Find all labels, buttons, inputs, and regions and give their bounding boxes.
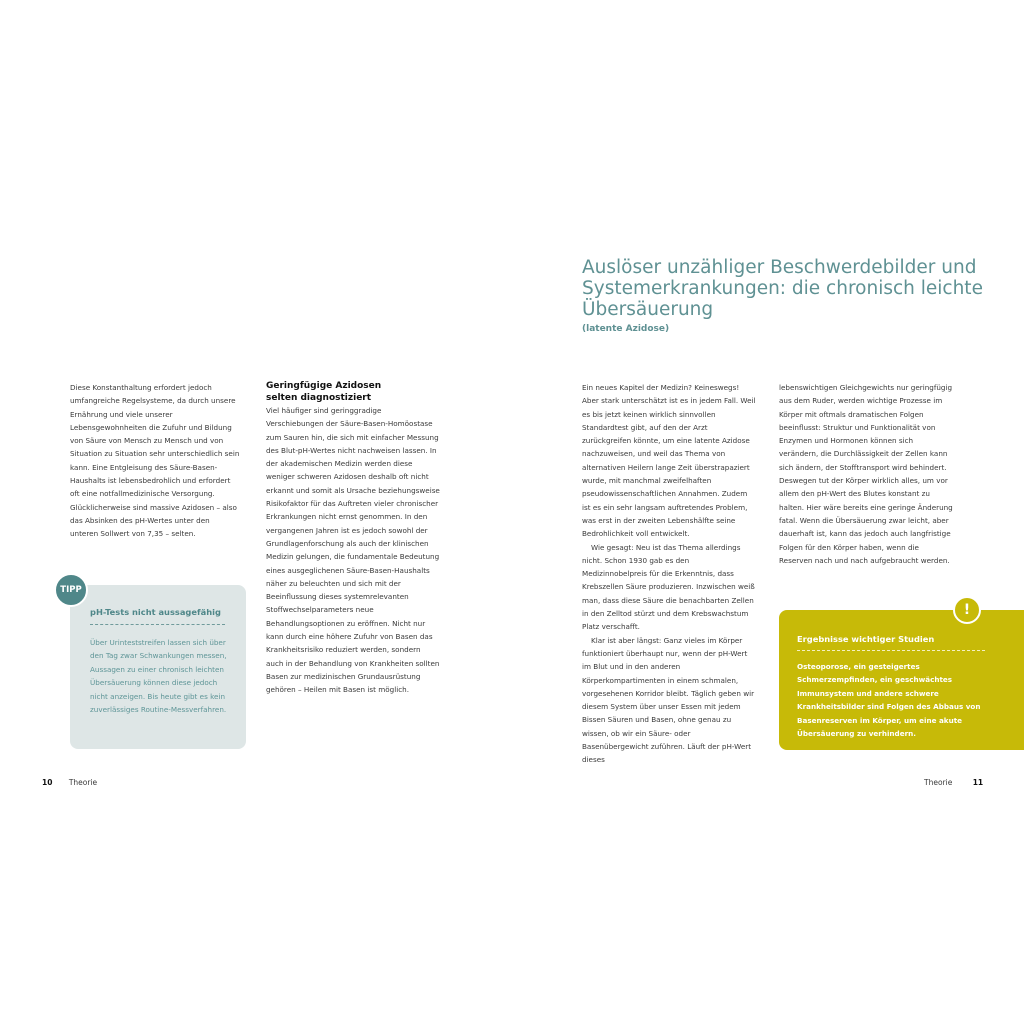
right-column-2 — [779, 381, 953, 567]
page-headline: Auslöser unzähliger Beschwerdebilder und Systemerkrankungen: die chronisch leichte Übersäuerung — [582, 257, 983, 320]
body-text: lebenswichtigen Gleichgewichts nur geringfügig aus dem Ruder, werden wichtige Prozesse im Körper mit oftmals dramatischen Folgen beeinflusst: Struktur und Funktionalität von Enzymen und Hormonen können sich verändern, die Durchlässigkeit der Zellen kann sich ändern, der Stofftransport wird behindert. Deswegen tut der Körper wirklich alles, um vor allem den pH-Wert des Blutes konstant zu halten. Hier wäre bereits eine geringe Änderung fatal. Wenn die Übersäuerung zwar leicht, aber dauerhaft ist, kann das jedoch auch langfristige Folgen für den Körper haben, wenn die Reserven nach und nach aufgebraucht werden. — [779, 383, 953, 565]
body-text: Viel häufiger sind geringgradige Verschiebungen der Säure-Basen-Homöostase zum Sauren hin, die sich mit einfacher Messung des Blut-pH-Wertes nicht nachweisen lassen. In der akademischen Medizin werden diese weniger schweren Azidosen deshalb oft nicht erkannt und somit als Ursache beziehungsweise Risikofaktor für das Auftreten vieler chronischer Erkrankungen nicht ernst genommen. In den vergangenen Jahren ist es jedoch sowohl der Grundlagenforschung als auch der klinischen Medizin gelungen, die fundamentale Bedeutung eines ausgeglichenen Säure-Basen-Haushalts näher zu beleuchten und sich mit der Beeinflussung dieses systemrelevanten Stoffwechselparameters neue Behandlungsoptionen zu eröffnen. Nicht nur kann durch eine höhere Zufuhr von Basen das Krankheitsrisiko reduziert werden, sondern auch in der Behandlung von Krankheiten sollten Basen zur medizinischen Grundausrüstung gehören – Heilen mit Basen ist möglich. — [266, 406, 440, 695]
headline-subtitle: (latente Azidose) — [582, 324, 670, 334]
body-text: Wie gesagt: Neu ist das Thema allerdings nicht. Schon 1930 gab es den Medizinnobelpreis für die Erkenntnis, dass Krebszellen Säure produzieren. Inzwischen weiß man, dass diese Säure die benachbarten Zellen in den Zelltod stürzt und dem Krebswachstum Platz verschafft. — [582, 542, 755, 632]
left-column-2 — [266, 381, 440, 697]
section-label: Theorie — [924, 778, 953, 787]
studies-body: Osteoporose, ein gesteigertes Schmerzempfinden, ein geschwächtes Immunsystem und andere schwere Krankheitsbilder sind Folgen des Abbaus von Basenreserven im Körper, um eine akute Übersäuerung zu verhindern. — [797, 662, 981, 739]
tip-badge: TIPP — [54, 573, 88, 607]
body-text: Diese Konstanthaltung erfordert jedoch umfangreiche Regelsysteme, da durch unsere Ernährung und viele unserer Lebensgewohnheiten die Zufuhr und Bildung von Säure von Mensch zu Mensch und von Situation zu Situation sehr unterschiedlich sein kann. Eine Entgleisung des Säure-Basen-Haushalts ist lebensbedrohlich und erfordert oft eine notfallmedizinische Versorgung. Glücklicherweise sind massive Azidosen – also das Absinken des pH-Wertes unter den unteren Sollwert von 7,35 – selten. — [70, 383, 240, 539]
section-heading: Geringfügige Azidosen selten diagnostiziert — [266, 381, 382, 403]
right-column-1 — [582, 381, 756, 767]
left-column-1 — [70, 381, 240, 541]
footer-left — [42, 778, 97, 787]
footer-right — [924, 778, 983, 787]
exclamation-icon: ! — [953, 596, 981, 624]
tip-title: pH-Tests nicht aussagefähig — [90, 607, 221, 617]
studies-title: Ergebnisse wichtiger Studien — [797, 634, 935, 644]
body-text: Ein neues Kapitel der Medizin? Keineswegs! Aber stark unterschätzt ist es in jedem Fall. Weil es bis jetzt keinen wirklich sinnvollen Standardtest gibt, auf den der Arzt zurückgreifen könnte, um eine latente Azidose nachzuweisen, und weil das Thema von alternativen Heilern lange Zeit überstrapaziert wurde, mit manchmal zweifelhaften pseudowissenschaftlichen Annahmen. Zudem ist es ein sehr langsam auftretendes Problem, was erst in der zweiten Lebenshälfte seine Bedrohlichkeit voll entwickelt. — [582, 383, 756, 539]
page-number: 10 — [42, 778, 53, 787]
tip-body: Über Urinteststreifen lassen sich über den Tag zwar Schwankungen messen, Aussagen zu einer chronisch leichten Übersäuerung können diese jedoch nicht anzeigen. Bis heute gibt es kein zuverlässiges Routine-Messverfahren. — [90, 638, 227, 715]
body-text: Klar ist aber längst: Ganz vieles im Körper funktioniert überhaupt nur, wenn der pH-Wert im Blut und in den anderen Körperkompartimenten in einem schmalen, vorgesehenen Korridor bleibt. Täglich geben wir diesem System über unser Essen mit jedem Bissen Säuren und Basen, ohne genau zu wissen, ob wir ein Säure- oder Basenübergewicht zuführen. Läuft der pH-Wert dieses — [582, 635, 755, 765]
page-number: 11 — [972, 778, 984, 787]
divider — [797, 650, 985, 651]
divider — [90, 624, 225, 625]
section-label: Theorie — [68, 778, 98, 787]
